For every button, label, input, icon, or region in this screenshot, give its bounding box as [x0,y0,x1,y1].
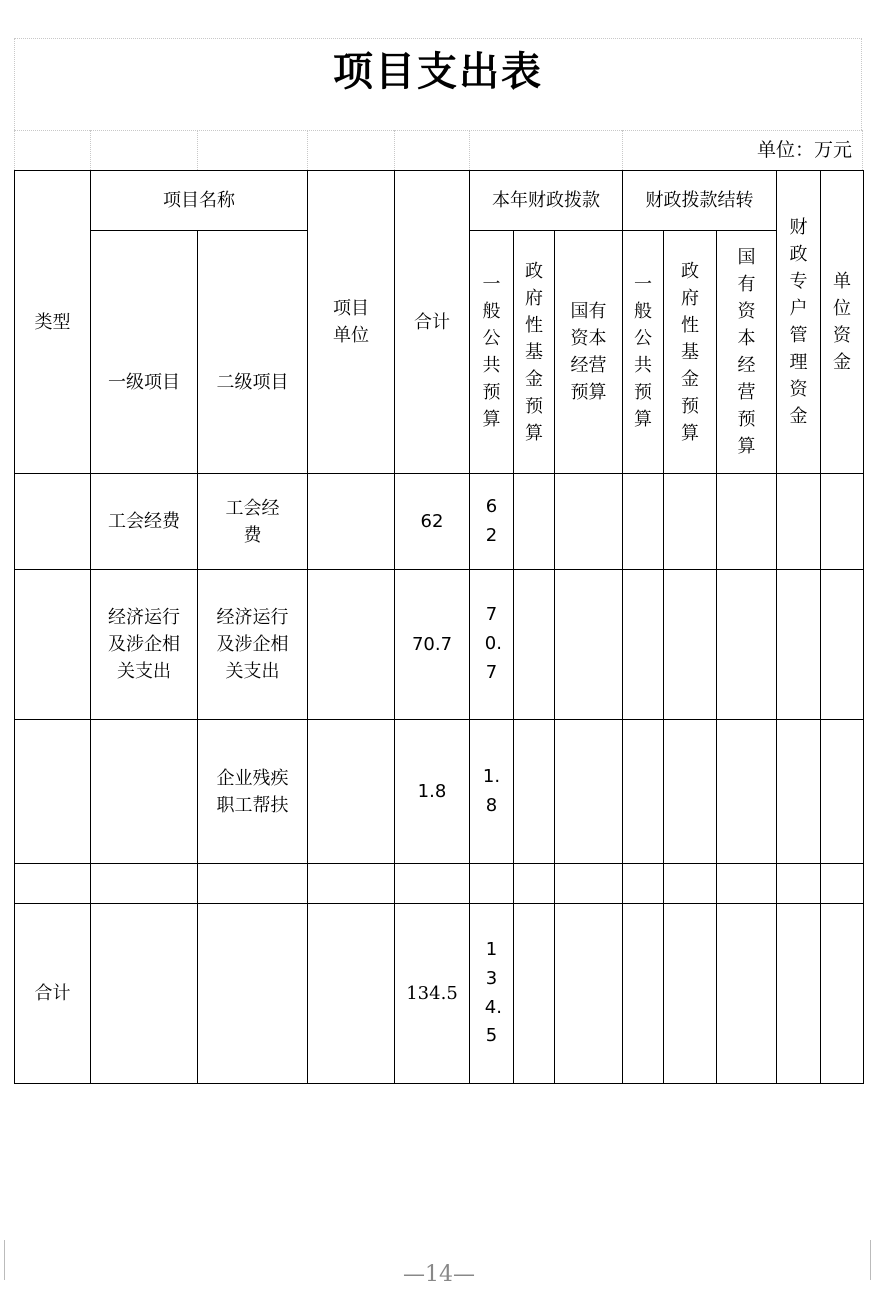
page-number: —14— [403,1262,475,1287]
header-state-capital-budget-carryover: 国有资本经营预算 [717,231,777,474]
cell-unit [308,474,395,570]
guide-line [469,130,470,170]
header-general-budget-carryover: 一般公共预算 [623,231,664,474]
header-gov-fund-budget: 政府性基金预算 [514,231,555,474]
guide-line [90,130,91,170]
cell-unit [308,720,395,864]
cell-type [15,570,91,720]
header-total: 合计 [395,171,470,474]
total-value: 134.5 [395,904,470,1084]
header-general-budget: 一般公共预算 [470,231,514,474]
cell-level1: 经济运行及涉企相关支出 [91,570,198,720]
total-general: 134.5 [470,904,514,1084]
total-row [15,904,864,1084]
expenditure-table [14,170,864,1084]
header-level1: 一级项目 [91,231,198,474]
total-label: 合计 [15,904,91,1084]
guide-line [622,130,623,170]
cell-general: 1.8 [470,720,514,864]
cell-level2: 企业残疾职工帮扶 [198,720,308,864]
cell-type [15,474,91,570]
guide-line [307,130,308,170]
header-project-name: 项目名称 [91,171,308,231]
header-project-unit: 项目单位 [308,171,395,474]
header-unit-funds: 单位资金 [821,171,864,474]
cell-total: 62 [395,474,470,570]
cell-level2: 经济运行及涉企相关支出 [198,570,308,720]
header-current-year: 本年财政拨款 [470,171,623,231]
document-title: 项目支出表 [333,48,543,95]
cell-general: 62 [470,474,514,570]
cell-general: 70.7 [470,570,514,720]
cell-level1: 工会经费 [91,474,198,570]
table-row [15,720,864,864]
header-type: 类型 [15,171,91,474]
table-row [15,570,864,720]
header-special-funds: 财政专户管理资金 [777,171,821,474]
empty-row [15,864,864,904]
header-row-1 [15,171,864,231]
unit-label: 单位：万元 [756,139,852,161]
header-state-capital-budget: 国有资本经营预算 [555,231,623,474]
header-gov-fund-budget-carryover: 政府性基金预算 [664,231,717,474]
guide-line [14,130,15,170]
guide-line [394,130,395,170]
cell-unit [308,570,395,720]
cell-level2: 工会经费 [198,474,308,570]
guide-line [862,130,863,170]
header-carryover: 财政拨款结转 [623,171,777,231]
header-level2: 二级项目 [198,231,308,474]
cell-level1 [91,720,198,864]
cell-type [15,720,91,864]
cell-total: 70.7 [395,570,470,720]
cell-total: 1.8 [395,720,470,864]
unit-row [14,130,862,170]
guide-line [197,130,198,170]
table-row [15,474,864,570]
